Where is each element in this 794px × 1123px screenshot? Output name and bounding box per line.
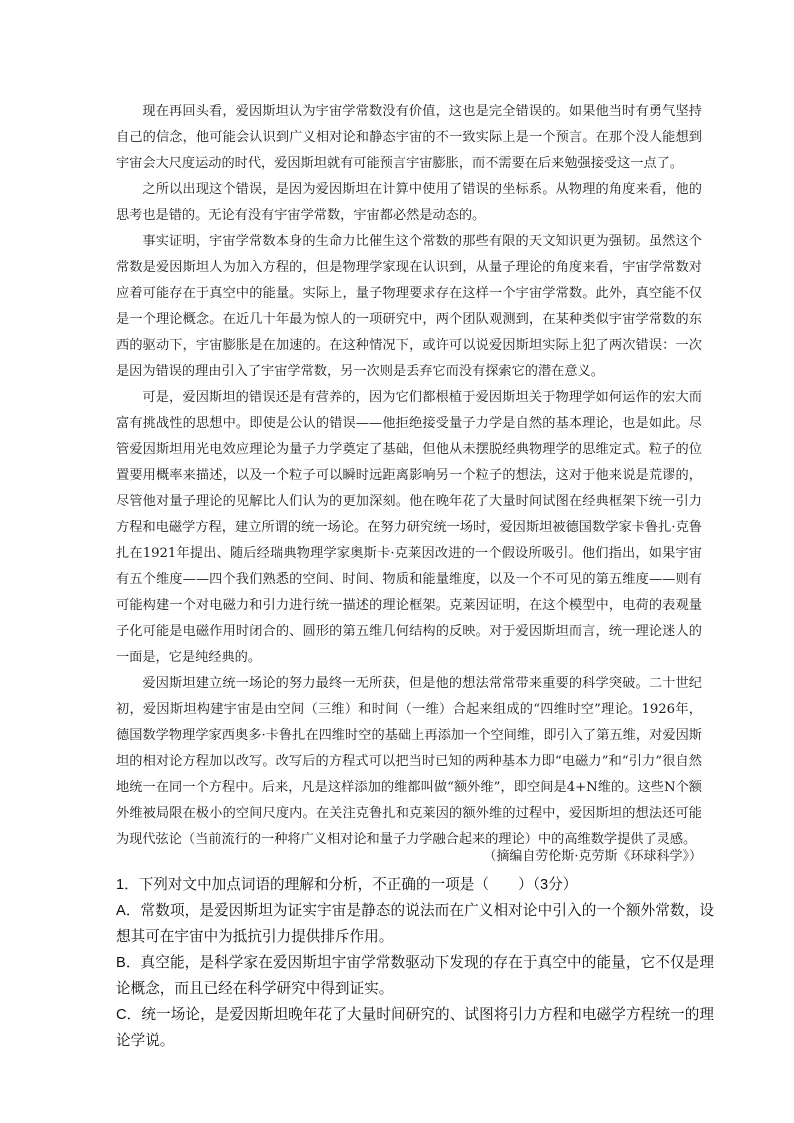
article-paragraph-4: 可是，爱因斯坦的错误还是有营养的，因为它们都根植于爱因斯坦关于物理学如何运作的宏大而富有挑战性的思想中。即使是公认的错误——他拒绝接受量子力学是自然的基本理论，也是如此。尽管爱因斯坦用光电效应理论为量子力学奠定了基础，但他从未摆脱经典物理学的思维定式。粒子的位置要用概率来描述，以及一个粒子可以瞬时远距离影响另一个粒子的想法，这对于他来说是荒谬的，尽管他对量子理论的见解比人们认为的更加深刻。他在晚年花了大量时间试图在经典框架下统一引力方程和电磁学方程，建立所谓的统一场论。在努力研究统一场时，爱因斯坦被德国数学家卡鲁扎·克鲁扎在1921年提出、随后经瑞典物理学家奥斯卡·克莱因改进的一个假设所吸引。他们指出，如果宇宙有五个维度——四个我们熟悉的空间、时间、物质和能量维度，以及一个不可见的第五维度——则有可能构建一个对电磁力和引力进行统一描述的理论框架。克莱因证明，在这个模型中，电荷的表观量子化可能是电磁作用时闭合的、圆形的第五维几何结构的反映。对于爱因斯坦而言，统一理论迷人的一面是，它是纯经典的。 — [116, 390, 702, 665]
article-paragraph-1: 现在再回头看，爱因斯坦认为宇宙学常数没有价值，这也是完全错误的。如果他当时有勇气坚持自己的信念，他可能会认识到广义相对论和静态宇宙的不一致实际上是一个预言。在那个没人能想到宇宙会大尺度运动的时代，爱因斯坦就有可能预言宇宙膨胀，而不需要在后来勉强接受这一点了。 — [116, 104, 702, 171]
question-1-option-c: C．统一场论，是爱因斯坦晚年花了大量时间研究的、试图将引力方程和电磁学方程统一的理论学说。 — [116, 1007, 714, 1049]
article-paragraph-5: 爱因斯坦建立统一场论的努力最终一无所获，但是他的想法常常带来重要的科学突破。二十世纪初，爱因斯坦构建宇宙是由空间（三维）和时间（一维）合起来组成的“四维时空”理论。1926年，德国数学物理学家西奥多·卡鲁扎在四维时空的基础上再添加一个空间维，即引入了第五维，对爱因斯坦的相对论方程加以改写。改写后的方程式可以把当时已知的两种基本力即“电磁力”和“引力”很自然地统一在同一个方程中。后来，凡是这样添加的维都叫做“额外维”，即空间是4+N维的。这些N个额外维被局限在极小的空间尺度内。在关注克鲁扎和克莱因的额外维的过程中，爱因斯坦的想法还可能为现代弦论（当前流行的一种将广义相对论和量子力学融合起来的理论）中的高维数学提供了灵感。 — [116, 676, 702, 847]
question-1-stem: 1．下列对文中加点词语的理解和分析，不正确的一项是（ ）（3分） — [116, 877, 578, 893]
question-1-option-b: B．真空能，是科学家在爱因斯坦宇宙学常数驱动下发现的存在于真空中的能量，它不仅是理论概念，而且已经在科学研究中得到证实。 — [116, 955, 714, 997]
article-paragraph-3: 事实证明，宇宙学常数本身的生命力比催生这个常数的那些有限的天文知识更为强韧。虽然这个常数是爱因斯坦人为加入方程的，但是物理学家现在认识到，从量子理论的角度来看，宇宙学常数对应着可能存在于真空中的能量。实际上，量子物理要求存在这样一个宇宙学常数。此外，真空能不仅是一个理论概念。在近几十年最为惊人的一项研究中，两个团队观测到，在某种类似宇宙学常数的东西的驱动下，宇宙膨胀是在加速的。在这种情况下，或许可以说爱因斯坦实际上犯了两次错误：一次是因为错误的理由引入了宇宙学常数，另一次则是丢弃它而没有探索它的潜在意义。 — [116, 234, 702, 379]
question-1-option-a: A．常数项，是爱因斯坦为证实宇宙是静态的说法而在广义相对论中引入的一个额外常数，设想其可在宇宙中为抵抗引力提供排斥作用。 — [116, 903, 714, 945]
question-section — [116, 872, 714, 1054]
article-body — [116, 99, 702, 853]
article-source: （摘编自劳伦斯·克劳斯《环球科学》） — [483, 849, 702, 864]
article-paragraph-2: 之所以出现这个错误，是因为爱因斯坦在计算中使用了错误的坐标系。从物理的角度来看，他的思考也是错的。无论有没有宇宙学常数，宇宙都必然是动态的。 — [116, 182, 702, 223]
